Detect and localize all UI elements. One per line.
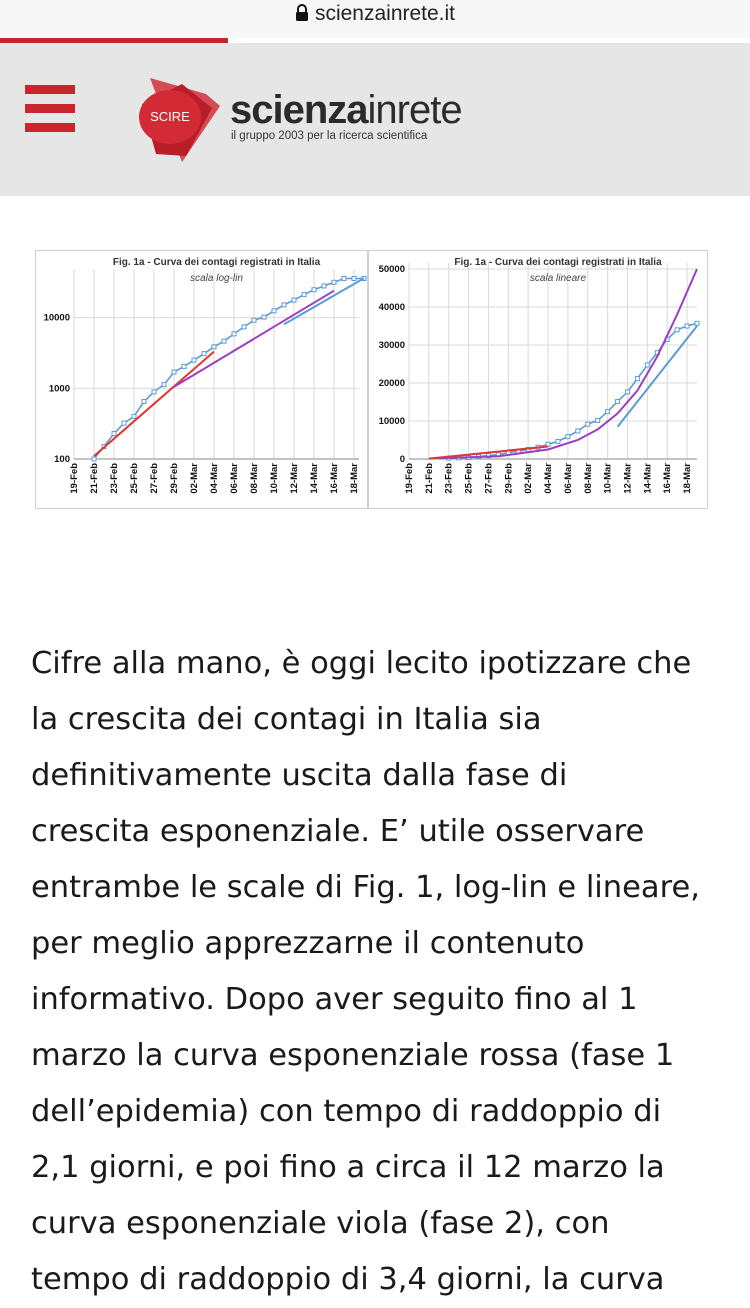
logo-tagline: il gruppo 2003 per la ricerca scientifica: [231, 130, 428, 142]
y-tick-label: 100: [54, 454, 70, 465]
article-line: crescita esponenziale. E’ utile osservare: [31, 814, 645, 849]
data-point: [596, 418, 600, 422]
data-point: [292, 298, 296, 302]
x-tick-label: 08-Mar: [249, 463, 260, 494]
data-point: [252, 318, 256, 322]
x-tick-label: 16-Mar: [662, 463, 674, 494]
x-tick-label: 10-Mar: [602, 463, 614, 494]
hamburger-menu-icon[interactable]: [25, 85, 75, 133]
series-line: [449, 323, 697, 458]
x-tick-label: 16-Mar: [329, 463, 340, 494]
data-point: [312, 288, 316, 292]
data-point: [586, 422, 590, 426]
chart-title: Fig. 1a - Curva dei contagi registrati in Italia: [112, 257, 321, 268]
x-tick-label: 14-Mar: [309, 463, 320, 494]
y-tick-label: 10000: [378, 416, 405, 427]
x-tick-label: 29-Feb: [169, 463, 180, 494]
data-point: [576, 429, 580, 433]
x-tick-label: 02-Mar: [189, 463, 200, 494]
article-line: informativo. Dopo aver seguito fino al 1: [31, 982, 638, 1017]
x-tick-label: 02-Mar: [523, 463, 535, 494]
data-point: [232, 332, 236, 336]
article-line: per meglio apprezzarne il contenuto: [31, 926, 585, 961]
site-logo[interactable]: [134, 74, 494, 164]
data-point: [566, 435, 570, 439]
x-tick-label: 27-Feb: [483, 463, 495, 494]
article-line: 2,1 giorni, e poi fino a circa il 12 marzo la: [31, 1150, 665, 1185]
chart-lineare: [368, 250, 708, 509]
article-line: definitivamente uscita dalla fase di: [31, 758, 568, 793]
data-point: [332, 280, 336, 284]
x-tick-label: 12-Mar: [622, 463, 634, 494]
article-line: curva esponenziale viola (fase 2), con: [31, 1206, 610, 1241]
data-point: [132, 414, 136, 418]
y-tick-label: 0: [399, 454, 405, 465]
article-line: marzo la curva esponenziale rossa (fase 1: [31, 1038, 675, 1073]
data-point: [242, 325, 246, 329]
x-tick-label: 19-Feb: [404, 463, 415, 494]
y-tick-label: 1000: [48, 383, 70, 395]
chart-subtitle: scala lineare: [529, 273, 587, 284]
chart-subtitle: scala log-lin: [190, 273, 243, 284]
article-body: [31, 636, 721, 1308]
data-point: [262, 315, 266, 319]
data-point: [352, 276, 356, 280]
data-point: [122, 421, 126, 425]
x-tick-label: 21-Feb: [423, 463, 435, 494]
x-tick-label: 18-Mar: [682, 463, 694, 494]
x-tick-label: 14-Mar: [642, 463, 654, 494]
logo-emblem-icon: [134, 74, 229, 164]
data-point: [556, 439, 560, 443]
data-point: [282, 303, 286, 307]
logo-name-light: inrete: [367, 88, 462, 132]
series-line: [618, 326, 697, 427]
logo-name-bold: scienza: [230, 88, 368, 132]
x-tick-label: 06-Mar: [229, 463, 240, 494]
data-point: [322, 284, 326, 288]
data-point: [202, 352, 206, 356]
article-line: dell’epidemia) con tempo di raddoppio di: [31, 1094, 662, 1129]
y-tick-label: 40000: [378, 302, 405, 313]
data-point: [222, 339, 226, 343]
y-tick-label: 30000: [378, 340, 405, 351]
x-tick-label: 18-Mar: [349, 463, 360, 494]
data-point: [212, 345, 216, 349]
data-point: [112, 432, 116, 436]
logo-wordmark: [230, 88, 462, 133]
browser-url-bar[interactable]: [0, 0, 750, 38]
article-line: tempo di raddoppio di 3,4 giorni, la curva: [31, 1262, 665, 1297]
x-tick-label: 12-Mar: [289, 463, 300, 494]
x-tick-label: 06-Mar: [562, 463, 574, 494]
data-point: [92, 457, 96, 461]
data-point: [645, 363, 649, 367]
article-line: Cifre alla mano, è oggi lecito ipotizzare che: [31, 646, 692, 681]
x-tick-label: 29-Feb: [503, 463, 515, 494]
chart-log-lin: [35, 250, 368, 509]
x-tick-label: 04-Mar: [209, 463, 220, 494]
data-point: [152, 390, 156, 394]
y-tick-label: 20000: [378, 378, 405, 389]
data-point: [272, 309, 276, 313]
lock-icon: [295, 4, 309, 22]
site-header: [0, 43, 750, 196]
logo-badge-text: SCIRE: [150, 109, 190, 124]
figure-1a: [35, 250, 708, 509]
data-point: [635, 377, 639, 381]
x-tick-label: 25-Feb: [129, 463, 140, 494]
chart-title: Fig. 1a - Curva dei contagi registrati in Italia: [454, 257, 662, 268]
data-point: [606, 410, 610, 414]
article-line: la crescita dei contagi in Italia sia: [31, 702, 542, 737]
article-line: entrambe le scale di Fig. 1, log-lin e lineare,: [31, 870, 700, 905]
url-text: scienzainrete.it: [314, 2, 456, 25]
data-point: [302, 293, 306, 297]
x-tick-label: 19-Feb: [69, 463, 80, 494]
y-tick-label: 10000: [43, 312, 70, 324]
data-point: [695, 321, 699, 325]
data-point: [162, 383, 166, 387]
data-point: [172, 370, 176, 374]
data-point: [685, 324, 689, 328]
x-tick-label: 23-Feb: [109, 463, 120, 494]
data-point: [192, 358, 196, 362]
x-tick-label: 04-Mar: [543, 463, 555, 494]
x-tick-label: 27-Feb: [149, 463, 160, 494]
x-tick-label: 21-Feb: [89, 463, 100, 494]
x-tick-label: 10-Mar: [269, 463, 280, 494]
data-point: [616, 400, 620, 404]
data-point: [625, 390, 629, 394]
x-tick-label: 23-Feb: [443, 463, 455, 494]
x-tick-label: 08-Mar: [582, 463, 594, 494]
data-point: [142, 400, 146, 404]
data-point: [342, 276, 346, 280]
url-display[interactable]: [0, 2, 750, 26]
y-tick-label: 50000: [378, 264, 405, 275]
x-tick-label: 25-Feb: [463, 463, 475, 494]
data-point: [675, 328, 679, 332]
data-point: [182, 364, 186, 368]
